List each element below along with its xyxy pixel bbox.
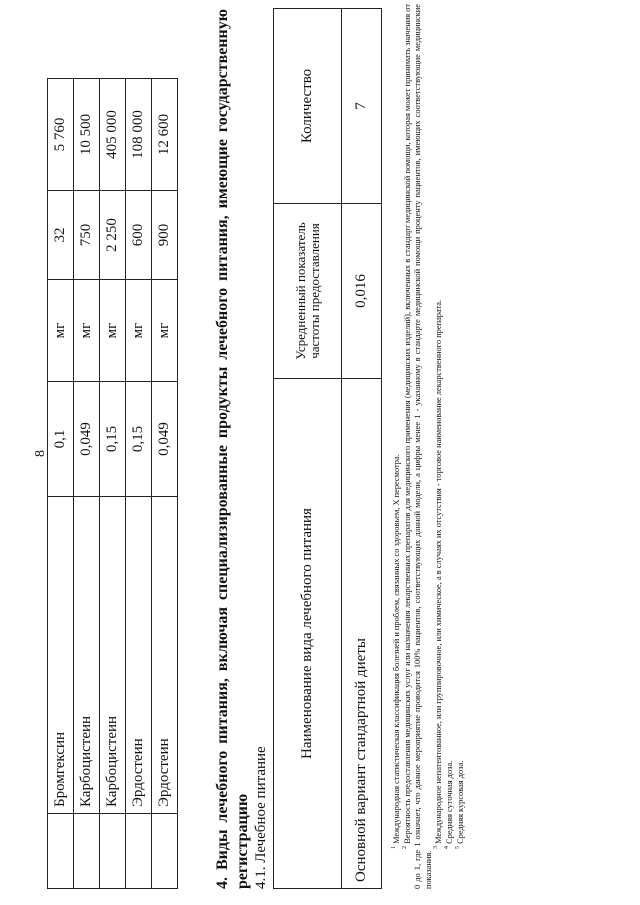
footnote [434, 4, 445, 889]
table-row [126, 79, 152, 889]
drug-sdd: 900 [152, 191, 178, 280]
section-heading: 4. Виды лечебного питания, включая специализированные продукты лечебного питания, имеющие государственную регистрацию [214, 9, 251, 889]
footnote-mark: 2 [401, 846, 408, 849]
drug-name: Карбоцистеин [100, 497, 126, 814]
footnote-text: Средняя суточная доза. [444, 760, 454, 844]
drug-frequency: 0,15 [126, 382, 152, 497]
drug-skd: 5 760 [48, 79, 74, 191]
drug-skd: 108 000 [126, 79, 152, 191]
table-header-row [274, 9, 342, 889]
footnote-mark: 1 [391, 846, 398, 849]
drug-sdd: 2 250 [100, 191, 126, 280]
table-row [152, 79, 178, 889]
drug-unit: мг [152, 280, 178, 382]
drug-sdd: 750 [74, 191, 100, 280]
drug-unit: мг [100, 280, 126, 382]
footnote-text: Международная статистическая классификация болезней и проблем, связанных со здоровьем, X пересмотра. [392, 454, 401, 844]
footnote-mark: 5 [454, 846, 461, 849]
drug-skd: 405 000 [100, 79, 126, 191]
drug-frequency: 0,049 [74, 382, 100, 497]
nutrition-frequency: 0,016 [342, 204, 382, 379]
footnotes [392, 4, 466, 889]
page-number: 8 [33, 450, 48, 457]
footnote-text: Вероятность предоставления медицинских услуг или назначения лекарственных препаратов для медицинского применения (медицинских изделий), включенных в стандарт медицинской помощи, которая может принимать значения от 0 до 1, где 1 означает, что данное мероприятие проводится 100% пациентов, соответствующих данной модели, а цифры менее 1 - указанному в стандарте медицинской помощи проценту пациентов, имеющих соответствующие медицинские показания. [402, 4, 433, 889]
drug-name: Карбоцистеин [74, 497, 100, 814]
table-row [74, 79, 100, 889]
nutrition-name: Основной вариант стандартной диеты [342, 379, 382, 889]
footnote [392, 4, 403, 889]
drug-name: Эрдостеин [126, 497, 152, 814]
table-row [48, 79, 74, 889]
footnote [445, 4, 456, 889]
drug-name: Эрдостеин [152, 497, 178, 814]
footnote-mark: 3 [433, 846, 440, 849]
drug-name: Бромгексин [48, 497, 74, 814]
table-row [100, 79, 126, 889]
drug-sdd: 32 [48, 191, 74, 280]
subsection-title: 4.1. Лечебное питание [253, 746, 269, 889]
drug-skd: 12 600 [152, 79, 178, 191]
drug-frequency: 0,1 [48, 382, 74, 497]
footnote [456, 4, 467, 889]
column-header-frequency: Усредненный показатель частоты предоставления [274, 204, 342, 379]
drug-sdd: 600 [126, 191, 152, 280]
footnote-text: Международное непатентованное, или группировочное, или химическое, а в случаях их отсутствия - торговое наименование лекарственного препарата. [434, 299, 444, 844]
drug-table [47, 78, 178, 889]
drug-unit: мг [48, 280, 74, 382]
footnote [403, 4, 435, 889]
footnote-mark: 4 [444, 846, 451, 849]
nutrition-table [273, 8, 382, 889]
nutrition-quantity: 7 [342, 9, 382, 204]
drug-frequency: 0,049 [152, 382, 178, 497]
drug-frequency: 0,15 [100, 382, 126, 497]
drug-unit: мг [126, 280, 152, 382]
column-header-name: Наименование вида лечебного питания [274, 379, 342, 889]
drug-skd: 10 500 [74, 79, 100, 191]
drug-unit: мг [74, 280, 100, 382]
column-header-quantity: Количество [274, 9, 342, 204]
table-row [342, 9, 382, 889]
footnote-text: Средняя курсовая доза. [455, 760, 465, 844]
